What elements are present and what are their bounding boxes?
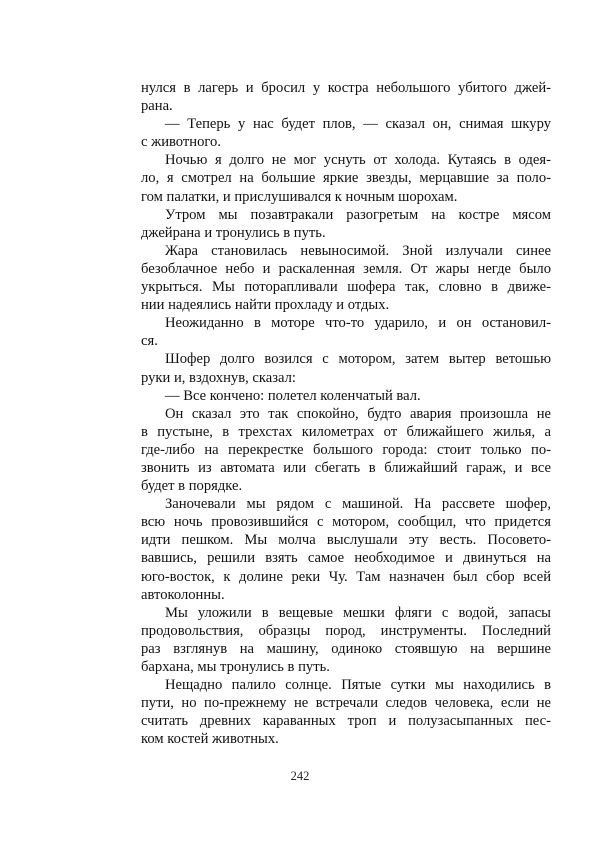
text-line: ком костей животных. <box>141 731 279 748</box>
text-line: ло, я смотрел на большие яркие звезды, мерцавшие за поло- <box>141 170 551 187</box>
text-line: Утром мы позавтракали разогретым на костре мясом <box>165 206 551 223</box>
text-line: бархана, мы тронулись в путь. <box>141 659 330 675</box>
text-line: юго-восток, к долине реки Чу. Там назначен был сбор всей <box>141 568 551 585</box>
paragraph <box>141 387 551 405</box>
text-line: Заночевали мы рядом с машиной. На рассвете шофер, <box>165 496 551 513</box>
text-line: безоблачное небо и раскаленная земля. От жары негде было <box>141 260 551 277</box>
paragraph <box>141 79 551 115</box>
page-number: 242 <box>290 769 310 783</box>
text-line: Жара становилась невыносимой. Зной излучали синее <box>165 242 551 259</box>
text-line: в пустыне, в трехстах километрах от ближайшего жилья, а <box>141 423 551 440</box>
text-line: джейрана и тронулись в путь. <box>141 224 326 241</box>
text-line: руки и, вздохнув, сказал: <box>141 369 296 386</box>
text-line: где-либо на перекрестке большого города: стоит только по- <box>141 441 551 458</box>
text-line: Он сказал это так спокойно, будто авария произошла не <box>165 405 551 422</box>
text-line: вавшись, решили взять самое необходимое и двинуться на <box>141 550 551 567</box>
text-line: Шофер долго возился с мотором, затем вытер ветошью <box>165 351 551 368</box>
text-line: продовольствия, образцы пород, инструменты. Последний <box>141 622 551 639</box>
text-line: будет в порядке. <box>141 478 243 495</box>
text-line: Мы уложили в вещевые мешки фляги с водой, запасы <box>165 604 551 621</box>
text-line: нулся в лагерь и бросил у костра небольшого убитого джей- <box>141 80 551 96</box>
text-line: пути, но по-прежнему не встречали следов человека, если не <box>141 695 551 712</box>
text-line: нии надеялись найти прохладу и отдых. <box>141 297 390 314</box>
text-line: всю ночь провозившийся с мотором, сообщил, что придется <box>141 514 551 531</box>
text-line: звонить из автомата или сбегать в ближайший гараж, и все <box>141 459 551 476</box>
text-line: рана. <box>141 98 173 115</box>
paragraph <box>141 676 551 748</box>
text-line: укрыться. Мы поторапливали шофера так, словно в движе- <box>141 279 551 296</box>
paragraph <box>141 151 551 205</box>
text-line: с животного. <box>141 134 221 151</box>
text-line: гом палатки, и прислушивался к ночным шорохам. <box>141 188 458 205</box>
text-line: ся. <box>141 333 158 350</box>
text-line: считать древних караванных троп и полузасыпанных пес- <box>141 713 551 730</box>
paragraph <box>141 206 551 242</box>
text-line: автоколонны. <box>141 586 225 603</box>
body-text <box>141 79 551 748</box>
paragraph <box>141 604 551 676</box>
text-line: — Все кончено: полетел коленчатый вал. <box>165 387 421 404</box>
text-line: идти пешком. Мы молча выслушали эту весть. Посовето- <box>141 532 551 549</box>
paragraph <box>141 405 551 495</box>
text-line: — Теперь у нас будет плов, — сказал он, снимая шкуру <box>165 116 551 133</box>
text-line: Нещадно палило солнце. Пятые сутки мы находились в <box>165 677 551 694</box>
paragraph <box>141 314 551 350</box>
paragraph <box>141 115 551 151</box>
text-line: Ночью я долго не мог уснуть от холода. Кутаясь в одея- <box>165 152 551 169</box>
paragraph <box>141 495 551 604</box>
paragraph <box>141 350 551 386</box>
text-line: раз взглянув на машину, одиноко стоявшую на вершине <box>141 640 551 657</box>
paragraph <box>141 242 551 314</box>
text-line: Неожиданно в моторе что-то ударило, и он остановил- <box>165 315 551 332</box>
